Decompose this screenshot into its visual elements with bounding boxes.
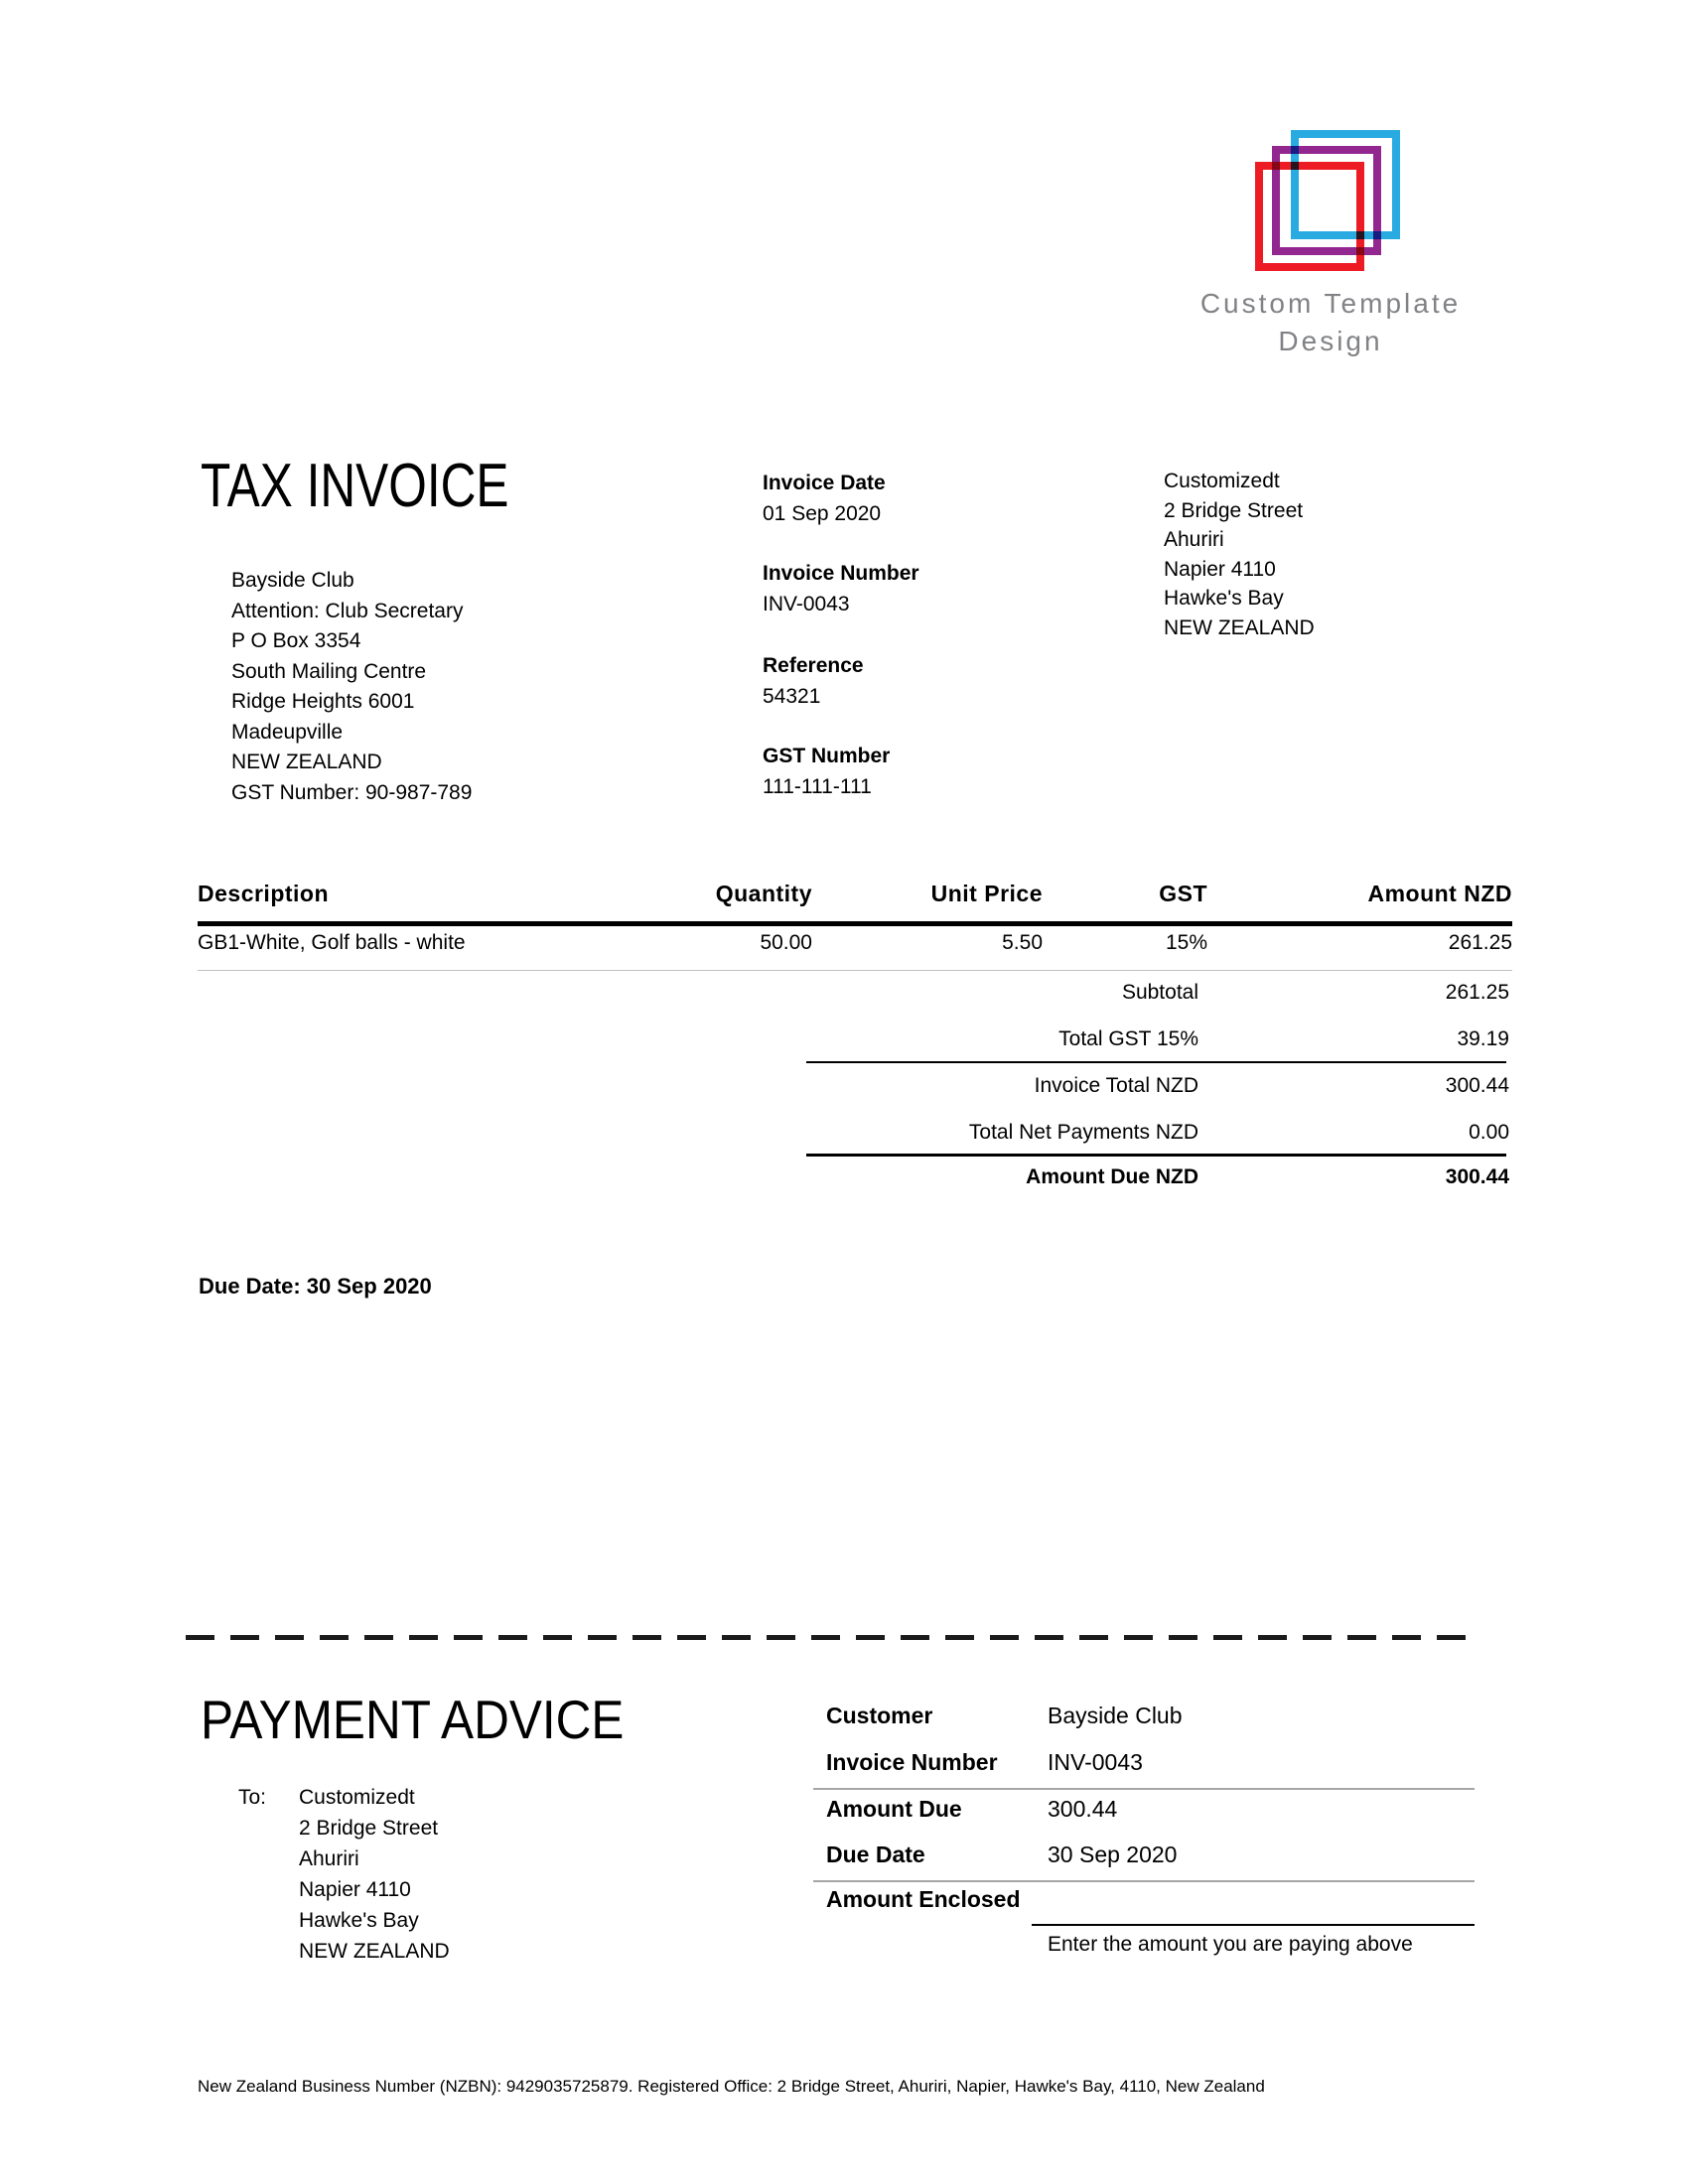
customer-address-line: Attention: Club Secretary xyxy=(231,599,464,622)
logo-square-blue-icon xyxy=(1291,130,1400,239)
logo-mark-icon xyxy=(1255,130,1400,272)
col-header-description: Description xyxy=(198,881,330,906)
subtotal-value: 261.25 xyxy=(1445,981,1509,1004)
customer-address-line: Bayside Club xyxy=(231,569,354,592)
payment-advice-title: PAYMENT ADVICE xyxy=(201,1689,625,1750)
pa-amount-enclosed-row xyxy=(826,1884,1475,1914)
invoice-number-label: Invoice Number xyxy=(763,562,919,585)
payment-to-address-line: Napier 4110 xyxy=(299,1878,411,1901)
table-row xyxy=(198,929,1512,957)
total-gst-value: 39.19 xyxy=(1457,1027,1509,1050)
reference-label: Reference xyxy=(763,654,864,677)
pa-customer-value: Bayside Club xyxy=(1048,1703,1183,1728)
company-address-line: Ahuriri xyxy=(1164,528,1224,551)
amount-due-value: 300.44 xyxy=(1445,1165,1509,1188)
customer-address-line: Madeupville xyxy=(231,720,344,744)
item-unit-price: 5.50 xyxy=(1002,931,1043,954)
invoice-number-value: INV-0043 xyxy=(763,593,850,615)
gst-number-value: 111-111-111 xyxy=(763,775,872,798)
logo-text-line2: Design xyxy=(1278,326,1383,356)
payment-advice-to-label: To: xyxy=(238,1786,267,1809)
company-address-line: NEW ZEALAND xyxy=(1164,615,1315,639)
company-address-line: 2 Bridge Street xyxy=(1164,498,1304,522)
table-row-rule xyxy=(198,970,1512,971)
net-payments-value: 0.00 xyxy=(1469,1121,1509,1144)
pa-due-date-row xyxy=(826,1840,1475,1869)
amount-due-label: Amount Due NZD xyxy=(1026,1165,1198,1188)
payment-to-address-line: Customizedt xyxy=(299,1786,415,1809)
total-gst-label: Total GST 15% xyxy=(1058,1027,1198,1050)
total-gst-row xyxy=(556,1025,1512,1053)
tear-off-dashed-separator xyxy=(186,1635,1478,1640)
logo-text-line1: Custom Template xyxy=(1199,288,1462,319)
table-header-rule xyxy=(198,921,1512,926)
customer-address-line: South Mailing Centre xyxy=(231,659,427,683)
invoice-total-value: 300.44 xyxy=(1445,1074,1509,1097)
company-address-line: Customizedt xyxy=(1164,470,1280,492)
payment-advice-rule xyxy=(813,1788,1475,1790)
pa-amount-due-value: 300.44 xyxy=(1048,1796,1118,1822)
company-address-line: Napier 4110 xyxy=(1164,557,1276,581)
company-address-line: Hawke's Bay xyxy=(1164,587,1284,610)
payment-to-address-line: Ahuriri xyxy=(299,1847,359,1870)
subtotal-label: Subtotal xyxy=(1121,981,1198,1004)
totals-rule xyxy=(806,1154,1506,1157)
amount-enclosed-hint: Enter the amount you are paying above xyxy=(1048,1933,1413,1956)
company-address-block xyxy=(1164,467,1315,642)
payment-advice-rule xyxy=(813,1880,1475,1882)
pa-amount-due-label: Amount Due xyxy=(826,1796,962,1822)
invoice-total-label: Invoice Total NZD xyxy=(1034,1074,1198,1097)
item-description: GB1-White, Golf balls - white xyxy=(198,931,466,954)
footer-registration-line: New Zealand Business Number (NZBN): 9429035725879. Registered Office: 2 Bridge Street, Ahuriri, Napier, Hawke's Bay, 4110, New Zealand xyxy=(198,2077,1265,2096)
items-table-header xyxy=(198,879,1512,908)
customer-address-line: NEW ZEALAND xyxy=(231,751,382,773)
due-date-line: Due Date: 30 Sep 2020 xyxy=(199,1274,432,1298)
payment-to-address-line: Hawke's Bay xyxy=(299,1909,419,1932)
customer-address-line: P O Box 3354 xyxy=(231,629,361,652)
invoice-date-value: 01 Sep 2020 xyxy=(763,502,882,525)
pa-customer-label: Customer xyxy=(826,1703,933,1728)
reference-value: 54321 xyxy=(763,685,821,708)
net-payments-label: Total Net Payments NZD xyxy=(968,1121,1198,1144)
payment-to-address-line: 2 Bridge Street xyxy=(299,1817,439,1840)
pa-due-date-value: 30 Sep 2020 xyxy=(1048,1842,1178,1867)
pa-customer-row xyxy=(826,1701,1475,1730)
item-gst: 15% xyxy=(1165,931,1207,954)
payment-advice-to-address xyxy=(299,1782,450,1967)
invoice-date-label: Invoice Date xyxy=(763,472,886,494)
payment-to-address-line: NEW ZEALAND xyxy=(299,1940,450,1963)
col-header-quantity: Quantity xyxy=(715,881,812,906)
col-header-unit-price: Unit Price xyxy=(930,881,1043,906)
customer-address-line: Ridge Heights 6001 xyxy=(231,690,415,713)
totals-rule xyxy=(806,1061,1506,1063)
net-payments-row xyxy=(556,1119,1512,1147)
amount-due-row xyxy=(556,1163,1512,1191)
document-title: TAX INVOICE xyxy=(201,452,509,520)
pa-amount-due-row xyxy=(826,1794,1475,1824)
pa-due-date-label: Due Date xyxy=(826,1842,925,1867)
col-header-gst: GST xyxy=(1159,881,1207,906)
pa-amount-enclosed-label: Amount Enclosed xyxy=(826,1886,1021,1912)
invoice-total-row xyxy=(556,1072,1512,1100)
item-amount: 261.25 xyxy=(1448,931,1512,954)
item-quantity: 50.00 xyxy=(760,931,812,954)
customer-address-block xyxy=(231,566,472,808)
customer-address-line: GST Number: 90-987-789 xyxy=(231,780,473,804)
pa-invoice-number-row xyxy=(826,1747,1475,1777)
gst-number-label: GST Number xyxy=(763,745,891,767)
logo-text xyxy=(1152,285,1509,360)
pa-invoice-number-value: INV-0043 xyxy=(1048,1749,1143,1775)
col-header-amount: Amount NZD xyxy=(1367,881,1512,906)
pa-invoice-number-label: Invoice Number xyxy=(826,1749,998,1775)
subtotal-row xyxy=(556,979,1512,1007)
amount-enclosed-fill-line xyxy=(1032,1924,1475,1926)
